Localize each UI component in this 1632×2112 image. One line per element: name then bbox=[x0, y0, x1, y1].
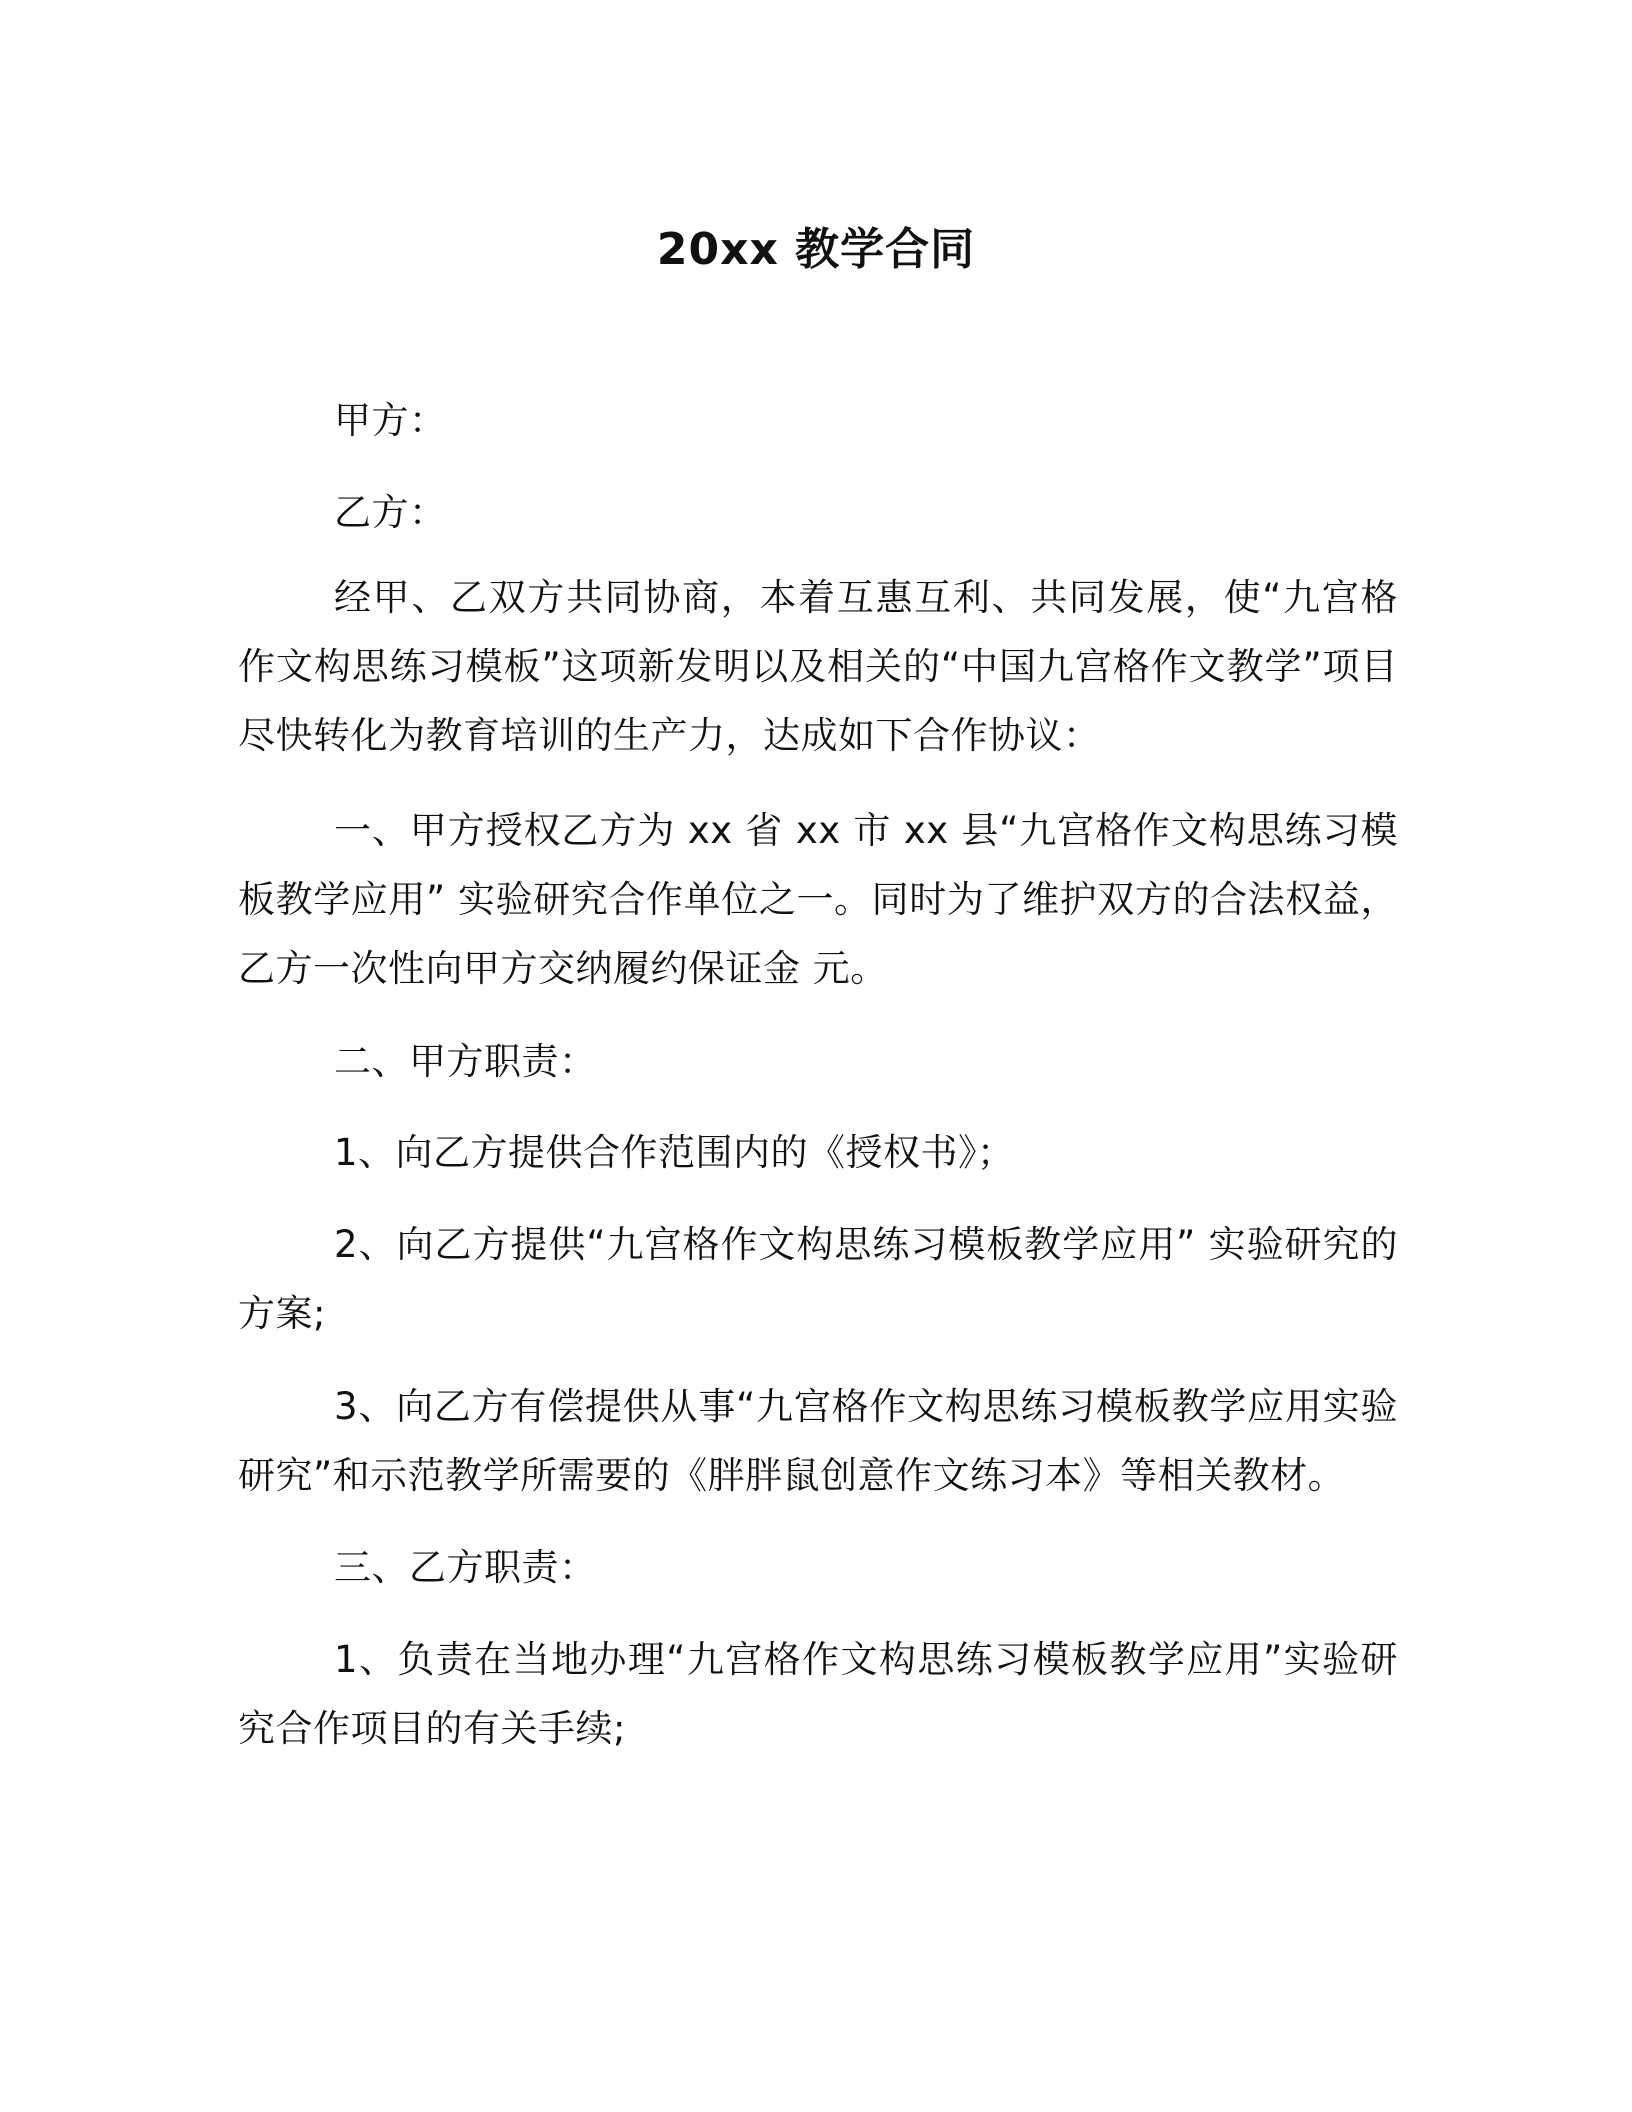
section-2-heading: 二、甲方职责： bbox=[334, 1040, 597, 1083]
party-b-line: 乙方： bbox=[334, 491, 447, 534]
section-2-item-2: 2、向乙方提供“九宫格作文构思练习模板教学应用” 实验研究的方案; bbox=[238, 1223, 1398, 1335]
section-3-item-1: 1、负责在当地办理“九宫格作文构思练习模板教学应用”实验研究合作项目的有关手续; bbox=[238, 1638, 1398, 1750]
document-title: 20xx 教学合同 bbox=[656, 224, 976, 275]
intro-paragraph: 经甲、乙双方共同协商，本着互惠互利、共同发展，使“九宫格作文构思练习模板”这项新发明以及相关的“中国九宫格作文教学”项目尽快转化为教育培训的生产力，达成如下合作协议： bbox=[238, 576, 1398, 757]
party-a-line: 甲方： bbox=[334, 399, 447, 442]
clause-1-paragraph: 一、甲方授权乙方为 xx 省 xx 市 xx 县“九宫格作文构思练习模板教学应用” 实验研究合作单位之一。同时为了维护双方的合法权益，乙方一次性向甲方交纳履约保证金 元。 bbox=[238, 809, 1398, 990]
section-2-item-1: 1、向乙方提供合作范围内的《授权书》； bbox=[334, 1131, 1015, 1174]
section-2-item-3: 3、向乙方有偿提供从事“九宫格作文构思练习模板教学应用实验研究”和示范教学所需要的《胖胖鼠创意作文练习本》等相关教材。 bbox=[238, 1385, 1398, 1497]
section-3-heading: 三、乙方职责： bbox=[334, 1546, 597, 1589]
